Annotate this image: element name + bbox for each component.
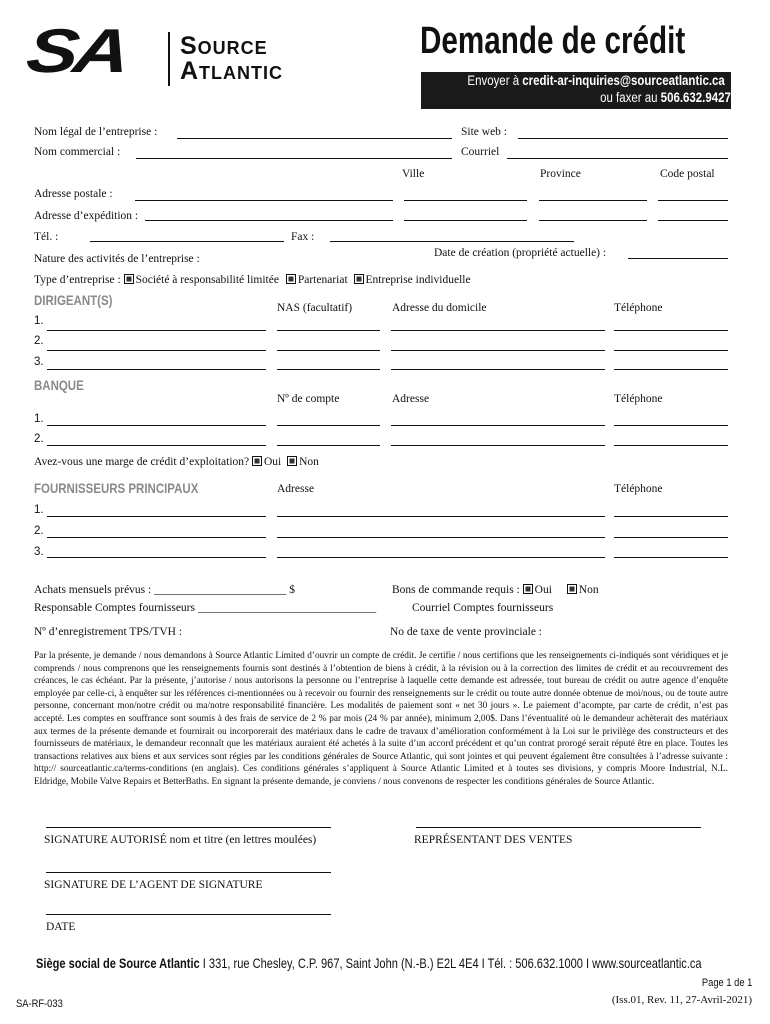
po-yes-checkbox[interactable] <box>523 584 533 594</box>
shipping-city-field[interactable] <box>404 220 527 221</box>
po-no-checkbox[interactable] <box>567 584 577 594</box>
officer-3-phone-field[interactable] <box>614 369 728 370</box>
logo-mark: SA <box>22 17 130 86</box>
fax-prefix: ou faxer au <box>600 90 661 105</box>
officer-row-number: 1. <box>34 315 44 327</box>
mailing-postal-field[interactable] <box>658 200 728 201</box>
bank-col-address: Adresse <box>392 393 430 405</box>
officers-col-address: Adresse du domicile <box>392 302 487 314</box>
email-field[interactable] <box>507 158 728 159</box>
col-city: Ville <box>402 168 425 180</box>
officer-2-name-field[interactable] <box>47 350 266 351</box>
agent-signature-field[interactable] <box>46 872 331 873</box>
company-logo <box>22 17 342 88</box>
gst-label: Nº d’enregistrement TPS/TVH : <box>34 626 183 638</box>
officer-row-number: 2. <box>34 335 44 347</box>
trade-name-field[interactable] <box>136 158 452 159</box>
supplier-3-address-field[interactable] <box>277 557 605 558</box>
business-type-label: Type d’entreprise : <box>34 274 121 286</box>
logo-line2: Atlantic <box>180 57 284 85</box>
officer-1-sin-field[interactable] <box>277 330 380 331</box>
authorized-signature-field[interactable] <box>46 827 331 828</box>
fax-number: 506.632.9427 <box>660 90 731 105</box>
officer-2-sin-field[interactable] <box>277 350 380 351</box>
suppliers-section-title: FOURNISSEURS PRINCIPAUX <box>34 480 199 496</box>
credit-line-no-label: Non <box>299 456 319 468</box>
mailing-street-field[interactable] <box>135 200 393 201</box>
bank-section-title: BANQUE <box>34 377 84 393</box>
type-llc-checkbox[interactable] <box>124 274 134 284</box>
supplier-3-phone-field[interactable] <box>614 557 728 558</box>
supplier-3-name-field[interactable] <box>47 557 266 558</box>
officer-1-address-field[interactable] <box>391 330 605 331</box>
bank-1-account-field[interactable] <box>277 425 380 426</box>
send-prefix: Envoyer à <box>467 73 523 88</box>
fax-field[interactable] <box>330 241 574 242</box>
type-sole-prop-checkbox[interactable] <box>354 274 364 284</box>
supplier-row-number: 2. <box>34 525 44 537</box>
supplier-1-phone-field[interactable] <box>614 516 728 517</box>
website-label: Site web : <box>461 126 507 138</box>
type-partnership-checkbox[interactable] <box>286 274 296 284</box>
credit-line-yes-checkbox[interactable] <box>252 456 262 466</box>
sales-rep-label: REPRÉSENTANT DES VENTES <box>414 834 573 846</box>
suppliers-col-address: Adresse <box>277 483 315 495</box>
page-number: Page 1 de 1 <box>701 977 752 989</box>
mailing-address-label: Adresse postale : <box>34 188 113 200</box>
type-sole-prop-label: Entreprise individuelle <box>365 274 471 286</box>
bank-2-name-field[interactable] <box>47 445 266 446</box>
po-required-label: Bons de commande requis : <box>392 584 520 596</box>
revision-info: (Iss.01, Rev. 11, 27-Avril-2021) <box>611 994 752 1006</box>
shipping-province-field[interactable] <box>539 220 647 221</box>
website-field[interactable] <box>518 138 728 139</box>
logo-line1: Source <box>180 32 268 60</box>
hq-address-line <box>36 955 702 971</box>
po-no-label: Non <box>578 584 599 596</box>
tel-label: Tél. : <box>34 231 59 243</box>
bank-1-name-field[interactable] <box>47 425 266 426</box>
bank-2-phone-field[interactable] <box>614 445 728 446</box>
fax-label: Fax : <box>291 231 315 243</box>
supplier-2-phone-field[interactable] <box>614 537 728 538</box>
founded-field[interactable] <box>628 258 728 259</box>
pst-label: No de taxe de vente provinciale : <box>390 626 542 638</box>
officer-2-address-field[interactable] <box>391 350 605 351</box>
send-email-link[interactable]: credit-ar-inquiries@sourceatlantic.ca <box>522 73 725 88</box>
terms-paragraph: Par la présente, je demande / nous demandons à Source Atlantic Limited d’ouvrir un compte de crédit. Je certifie / nous certifions que les renseignements ci-indiqués sont véridiques et je comprends / nous comprenons que les renseignements fournis sont destinés à l’obtention de biens à crédit, à la révision ou à la correction des limites de crédit et au recouvrement des créances, le cas échéant. Par la présente, j’autorise / nous autorisons la personne ou l’entreprise à laquelle cette demande est adressée, tout bureau de crédit ou autre agence d’enquête employée par celle-ci, à enquêter sur les références ci-mentionnées ou à recevoir ou fournir des renseignements sur le crédit ou toute autre donnée obtenue de moi/nous, ou de toute autre personne, concernant mon/notre crédit ou ma/notre responsabilité financière. Les modalités de paiement sont « net 30 jours ». Le paiement d’acompte, par carte de crédit, n’est pas accepté. Les comptes en souffrance sont soumis à des frais de service de 2 % par mois (24 % par année), minimum 2,00$. Dans l’éventualité où le demandeur achèterait des matériaux aux termes de la présente demande et fournirait ou incorporerait des matériaux dans le cadre de travaux d’amélioration conformément à la Loi sur le privilège des constructeurs et des fournisseurs de matériaux, le demandeur reconnaît que les matériaux auraient été achetés à la suite d’un accord précédent et qu’un contrat prorogé serait réputé être en place. Toutes les transactions relatives aux biens et aux services sont régies par les conditions générales de Source Atlantic, qui sont jointes et qui peuvent également être consultées à l’adresse suivante : http:// sourceatlantic.ca/terms-conditions (en anglais). Ces conditions générales s’appliquent à Source Atlantic Limited et à toutes ses divisions, y compris Moore Industrial, N.L. Eldridge, Mobile Valve Repairs et BetterBaths. En signant la présente demande, je conviens / nous convenons de respecter les conditions générales de Source Atlantic. <box>34 651 728 787</box>
trade-name-label: Nom commercial : <box>34 146 121 158</box>
officers-col-sin: NAS (facultatif) <box>277 302 353 314</box>
bank-2-address-field[interactable] <box>391 445 605 446</box>
officers-col-phone: Téléphone <box>614 302 663 314</box>
bank-2-account-field[interactable] <box>277 445 380 446</box>
type-llc-label: Société à responsabilité limitée <box>135 274 279 286</box>
authorized-signature-label: SIGNATURE AUTORISÉ nom et titre (en lettres moulées) <box>44 834 317 846</box>
ap-email-label: Courriel Comptes fournisseurs <box>412 602 554 614</box>
po-required-row <box>392 584 599 596</box>
founded-label: Date de création (propriété actuelle) : <box>434 247 607 259</box>
supplier-1-name-field[interactable] <box>47 516 266 517</box>
col-postal: Code postal <box>660 168 715 180</box>
bank-1-address-field[interactable] <box>391 425 605 426</box>
hq-address: I 331, rue Chesley, C.P. 967, Saint John (N.-B.) E2L 4E4 I Tél. : 506.632.1000 I www.sourceatlantic.ca <box>199 955 702 971</box>
officer-2-phone-field[interactable] <box>614 350 728 351</box>
monthly-purchases-label[interactable]: Achats mensuels prévus : _______________________ $ <box>34 584 295 596</box>
shipping-street-field[interactable] <box>145 220 393 221</box>
shipping-postal-field[interactable] <box>658 220 728 221</box>
officer-3-name-field[interactable] <box>47 369 266 370</box>
ap-contact-label[interactable]: Responsable Comptes fournisseurs _______________________________ <box>34 602 377 614</box>
date-field[interactable] <box>46 914 331 915</box>
credit-line-yes-label: Oui <box>264 456 282 468</box>
col-province: Province <box>540 168 581 180</box>
supplier-2-address-field[interactable] <box>277 537 605 538</box>
form-title: Demande de crédit <box>420 20 686 62</box>
mailing-city-field[interactable] <box>404 200 527 201</box>
suppliers-col-phone: Téléphone <box>614 483 663 495</box>
po-yes-label: Oui <box>534 584 552 596</box>
nature-label: Nature des activités de l’entreprise : <box>34 253 200 265</box>
officers-section-title: DIRIGEANT(S) <box>34 292 113 308</box>
hq-label: Siège social de Source Atlantic <box>36 955 200 971</box>
bank-col-account: Nº de compte <box>277 393 340 405</box>
legal-name-label: Nom légal de l’entreprise : <box>34 126 158 138</box>
agent-signature-label: SIGNATURE DE L’AGENT DE SIGNATURE <box>44 879 263 891</box>
contact-banner <box>421 72 731 109</box>
bank-1-phone-field[interactable] <box>614 425 728 426</box>
officer-1-phone-field[interactable] <box>614 330 728 331</box>
officer-3-sin-field[interactable] <box>277 369 380 370</box>
tel-field[interactable] <box>90 241 284 242</box>
legal-name-field[interactable] <box>177 138 452 139</box>
supplier-row-number: 1. <box>34 504 44 516</box>
date-label: DATE <box>46 921 76 933</box>
officer-3-address-field[interactable] <box>391 369 605 370</box>
credit-line-question-row <box>34 456 319 468</box>
mailing-province-field[interactable] <box>539 200 647 201</box>
bank-row-number: 2. <box>34 433 44 445</box>
officer-row-number: 3. <box>34 356 44 368</box>
logo-divider <box>168 32 170 86</box>
supplier-2-name-field[interactable] <box>47 537 266 538</box>
supplier-1-address-field[interactable] <box>277 516 605 517</box>
business-type-row <box>34 274 471 286</box>
credit-line-question: Avez-vous une marge de crédit d’exploitation? <box>34 456 250 468</box>
email-label: Courriel <box>461 146 500 158</box>
type-partnership-label: Partenariat <box>297 274 348 286</box>
supplier-row-number: 3. <box>34 546 44 558</box>
shipping-address-label: Adresse d’expédition : <box>34 210 139 222</box>
sales-rep-field[interactable] <box>416 827 701 828</box>
bank-row-number: 1. <box>34 413 44 425</box>
credit-line-no-checkbox[interactable] <box>287 456 297 466</box>
form-code: SA-RF-033 <box>16 998 63 1010</box>
officer-1-name-field[interactable] <box>47 330 266 331</box>
bank-col-phone: Téléphone <box>614 393 663 405</box>
